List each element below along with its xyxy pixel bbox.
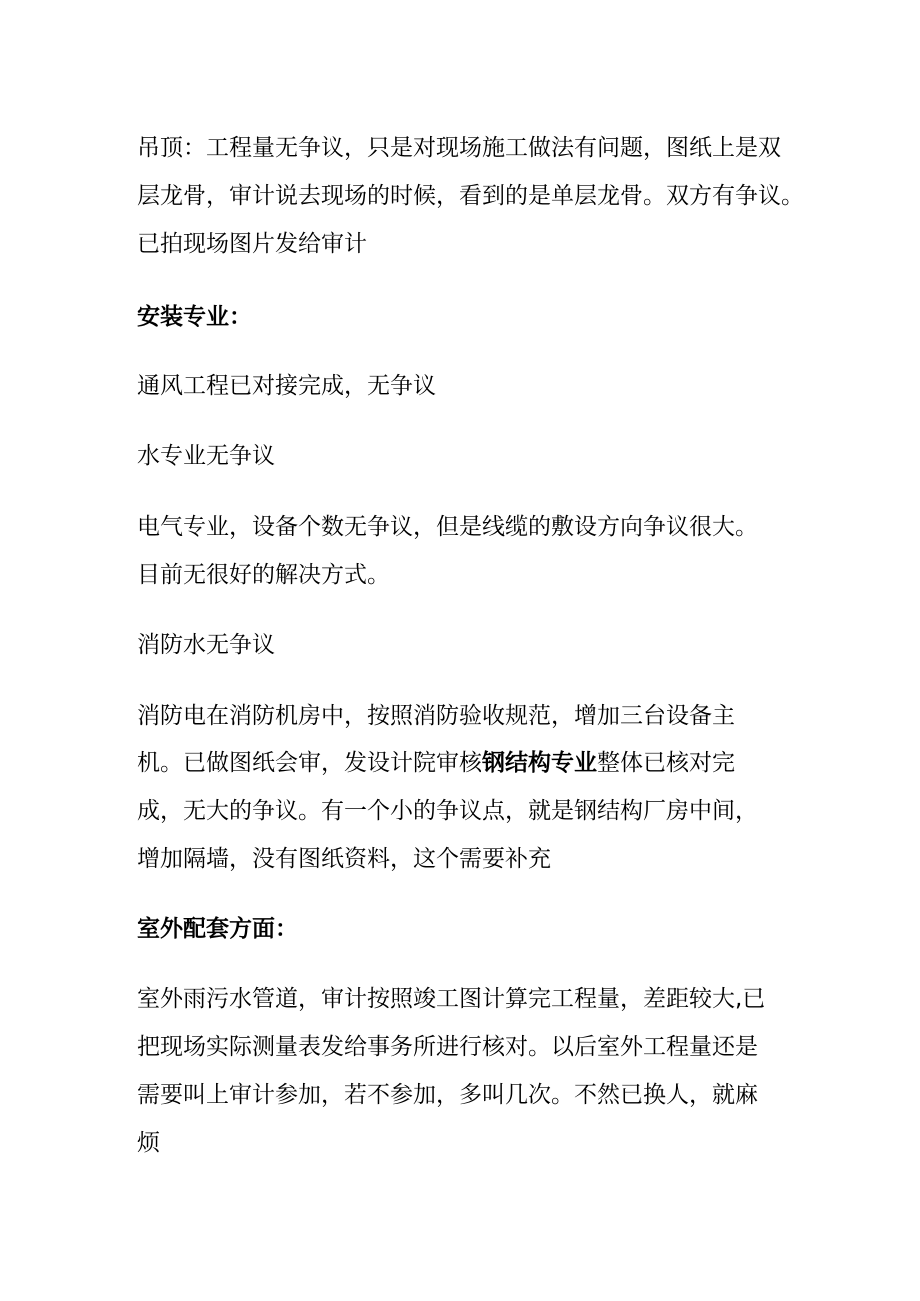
fire-electric-line-2 xyxy=(137,748,735,778)
electrical-line-1: 电气专业，设备个数无争议，但是线缆的敷设方向争议很大。 xyxy=(137,514,758,540)
fire-water-text: 消防水无争议 xyxy=(137,632,275,658)
outdoor-line-3: 需要叫上审计参加，若不参加，多叫几次。不然已换人，就麻 xyxy=(137,1082,758,1108)
fire-electric-line-4: 增加隔墙，没有图纸资料，这个需要补充 xyxy=(137,846,551,872)
fire-electric-line-1: 消防电在消防机房中，按照消防验收规范，增加三台设备主 xyxy=(137,703,735,729)
fire-electric-line-2-end: 整体已核对完 xyxy=(597,750,735,776)
outdoor-line-4: 烦 xyxy=(137,1130,160,1156)
fire-electric-line-2-start: 机。已做图纸会审，发设计院审核 xyxy=(137,750,482,776)
fire-electric-line-3: 成，无大的争议。有一个小的争议点，就是钢结构厂房中间， xyxy=(137,798,758,824)
electrical-line-2: 目前无很好的解决方式。 xyxy=(137,562,390,588)
outdoor-heading: 室外配套方面： xyxy=(137,916,298,942)
steel-structure-bold: 钢结构专业 xyxy=(482,750,597,776)
ventilation-text: 通风工程已对接完成，无争议 xyxy=(137,373,436,399)
install-heading: 安装专业： xyxy=(137,304,252,330)
outdoor-line-2: 把现场实际测量表发给事务所进行核对。以后室外工程量还是 xyxy=(137,1034,758,1060)
ceiling-line-2: 层龙骨，审计说去现场的时候，看到的是单层龙骨。双方有争议。 xyxy=(137,183,804,209)
ceiling-line-3: 已拍现场图片发给审计 xyxy=(137,231,367,257)
water-text: 水专业无争议 xyxy=(137,443,275,469)
ceiling-line-1: 吊顶：工程量无争议，只是对现场施工做法有问题，图纸上是双 xyxy=(137,135,781,161)
outdoor-line-1: 室外雨污水管道，审计按照竣工图计算完工程量，差距较大,已 xyxy=(137,986,766,1012)
